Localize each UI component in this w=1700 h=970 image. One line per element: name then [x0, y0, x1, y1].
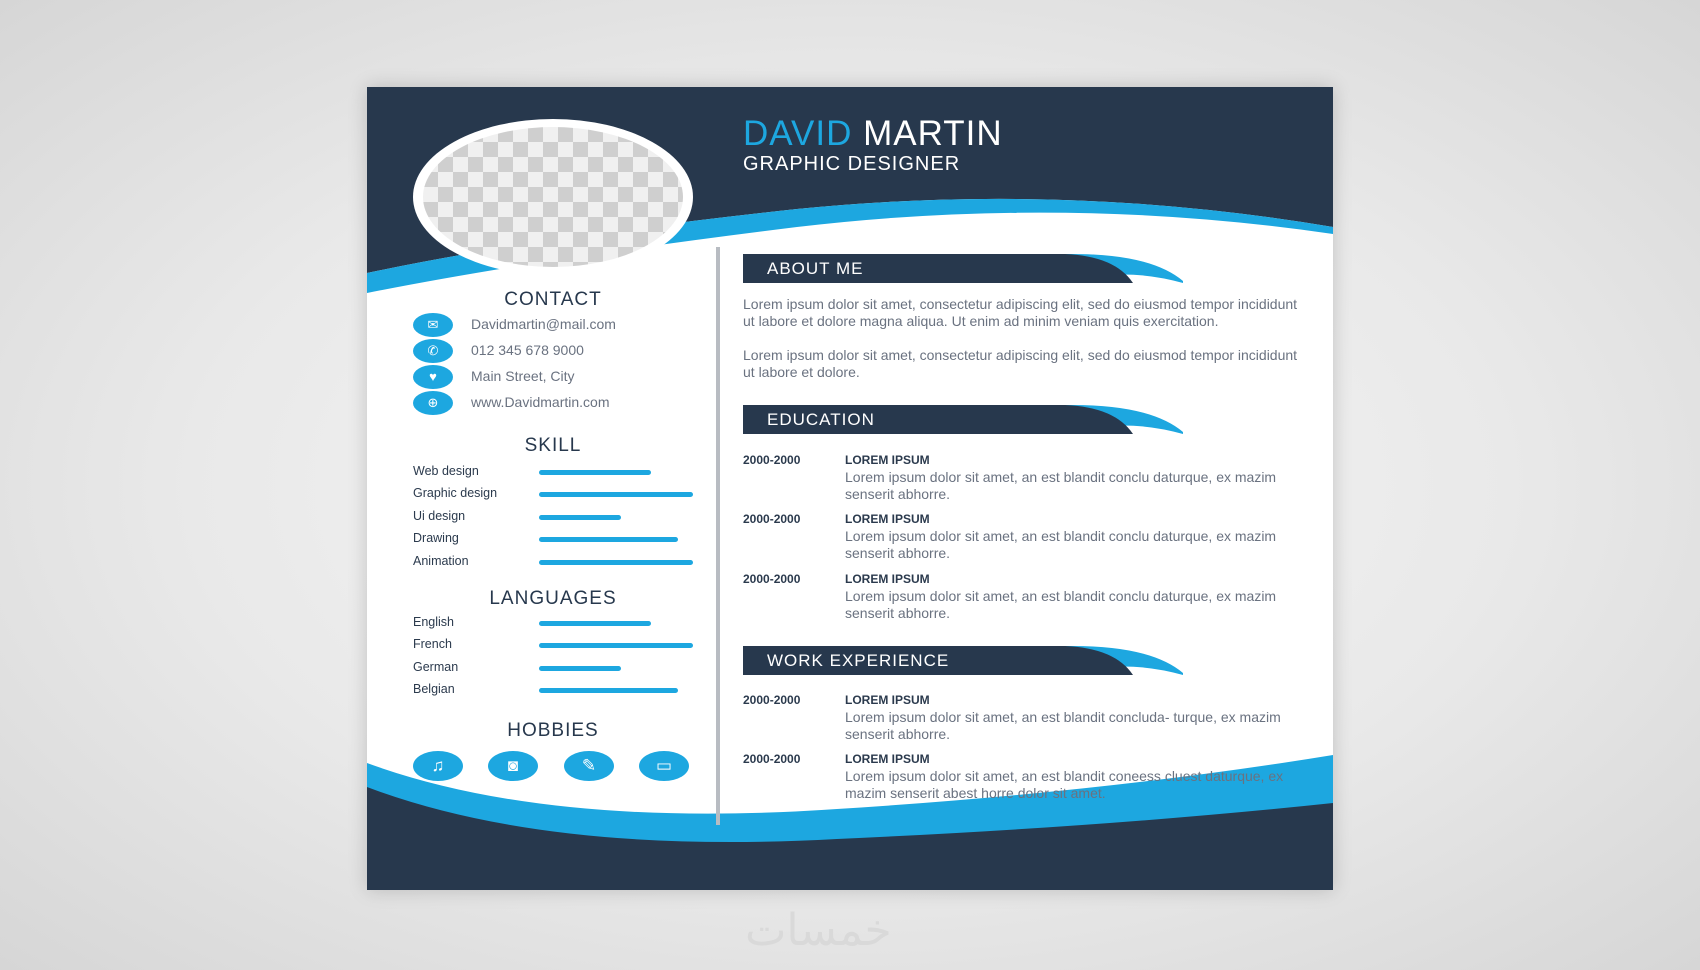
skill-bar [539, 515, 621, 520]
skill-row [413, 464, 713, 480]
education-title-item: LOREM IPSUM [845, 572, 930, 586]
resume-sheet [367, 87, 1333, 890]
education-desc: Lorem ipsum dolor sit amet, an est blandit conclu daturque, ex mazim senserit abhorre. [845, 528, 1277, 561]
education-date: 2000-2000 [743, 572, 801, 586]
skill-label: Ui design [413, 509, 466, 523]
contact-title: CONTACT [504, 289, 602, 310]
skill-bar [539, 560, 693, 565]
contact-address-text: Main Street, City [471, 368, 575, 384]
skill-bar [539, 492, 693, 497]
about-paragraph-2: Lorem ipsum dolor sit amet, consectetur adipiscing elit, sed do eiusmod tempor incididunt ut labore et dolore. [743, 347, 1298, 380]
skill-bar [539, 537, 678, 542]
globe-icon: ⊕ [413, 391, 453, 415]
education-date: 2000-2000 [743, 512, 801, 526]
work-date: 2000-2000 [743, 693, 801, 707]
skill-label: Animation [413, 554, 469, 568]
contact-email-text: Davidmartin@mail.com [471, 316, 616, 332]
hobbies-title: HOBBIES [507, 720, 599, 741]
work-title: WORK EXPERIENCE [767, 651, 950, 670]
profile-photo-placeholder [423, 127, 683, 267]
camera-icon: ◙ [488, 751, 538, 781]
skill-row [413, 509, 713, 525]
skill-label: Drawing [413, 531, 459, 545]
language-row [413, 615, 713, 631]
skill-row [413, 486, 713, 502]
language-bar [539, 666, 621, 671]
language-label: Belgian [413, 682, 455, 696]
work-desc: Lorem ipsum dolor sit amet, an est blandit concluda- turque, ex mazim senserit abhorre. [845, 709, 1281, 742]
language-row [413, 660, 713, 676]
first-name: DAVID [743, 114, 853, 153]
language-bar [539, 621, 651, 626]
language-bar [539, 643, 693, 648]
mail-icon: ✉ [413, 313, 453, 337]
music-icon: ♫ [413, 751, 463, 781]
work-title-item: LOREM IPSUM [845, 693, 930, 707]
column-divider [716, 247, 720, 825]
work-date: 2000-2000 [743, 752, 801, 766]
book-icon: ▭ [639, 751, 689, 781]
work-desc: Lorem ipsum dolor sit amet, an est blandit coneess cluest daturque, ex mazim senserit abest horre dolor sit amet. [845, 768, 1284, 801]
education-title-item: LOREM IPSUM [845, 512, 930, 526]
language-bar [539, 688, 678, 693]
language-label: French [413, 637, 452, 651]
work-title-item: LOREM IPSUM [845, 752, 930, 766]
skill-label: Graphic design [413, 486, 498, 500]
about-title: ABOUT ME [767, 259, 864, 278]
contact-website-text: www.Davidmartin.com [471, 394, 610, 410]
language-row [413, 637, 713, 653]
education-title: EDUCATION [767, 410, 875, 429]
candidate-name [743, 114, 1003, 154]
language-label: English [413, 615, 454, 629]
skill-bar [539, 470, 651, 475]
contact-phone-text: 012 345 678 9000 [471, 342, 584, 358]
skill-row [413, 531, 713, 547]
education-date: 2000-2000 [743, 453, 801, 467]
education-desc: Lorem ipsum dolor sit amet, an est blandit conclu daturque, ex mazim senserit abhorre. [845, 588, 1277, 621]
job-title: GRAPHIC DESIGNER [743, 153, 961, 175]
about-paragraph-1: Lorem ipsum dolor sit amet, consectetur adipiscing elit, sed do eiusmod tempor incididunt ut labore et dolore magna aliqua. Ut enim ad minim veniam quis exercitation. [743, 296, 1298, 329]
language-row [413, 682, 713, 698]
phone-icon: ✆ [413, 339, 453, 363]
location-icon: ♥ [413, 365, 453, 389]
watermark-logo: خمسات [745, 905, 892, 956]
education-desc: Lorem ipsum dolor sit amet, an est blandit conclu daturque, ex mazim senserit abhorre. [845, 469, 1277, 502]
last-name: MARTIN [863, 114, 1003, 153]
languages-title: LANGUAGES [489, 588, 617, 609]
skill-title: SKILL [524, 435, 582, 456]
skill-row [413, 554, 713, 570]
profile-photo-frame [413, 119, 693, 275]
education-title-item: LOREM IPSUM [845, 453, 930, 467]
skill-label: Web design [413, 464, 479, 478]
language-label: German [413, 660, 459, 674]
pencil-icon: ✎ [564, 751, 614, 781]
